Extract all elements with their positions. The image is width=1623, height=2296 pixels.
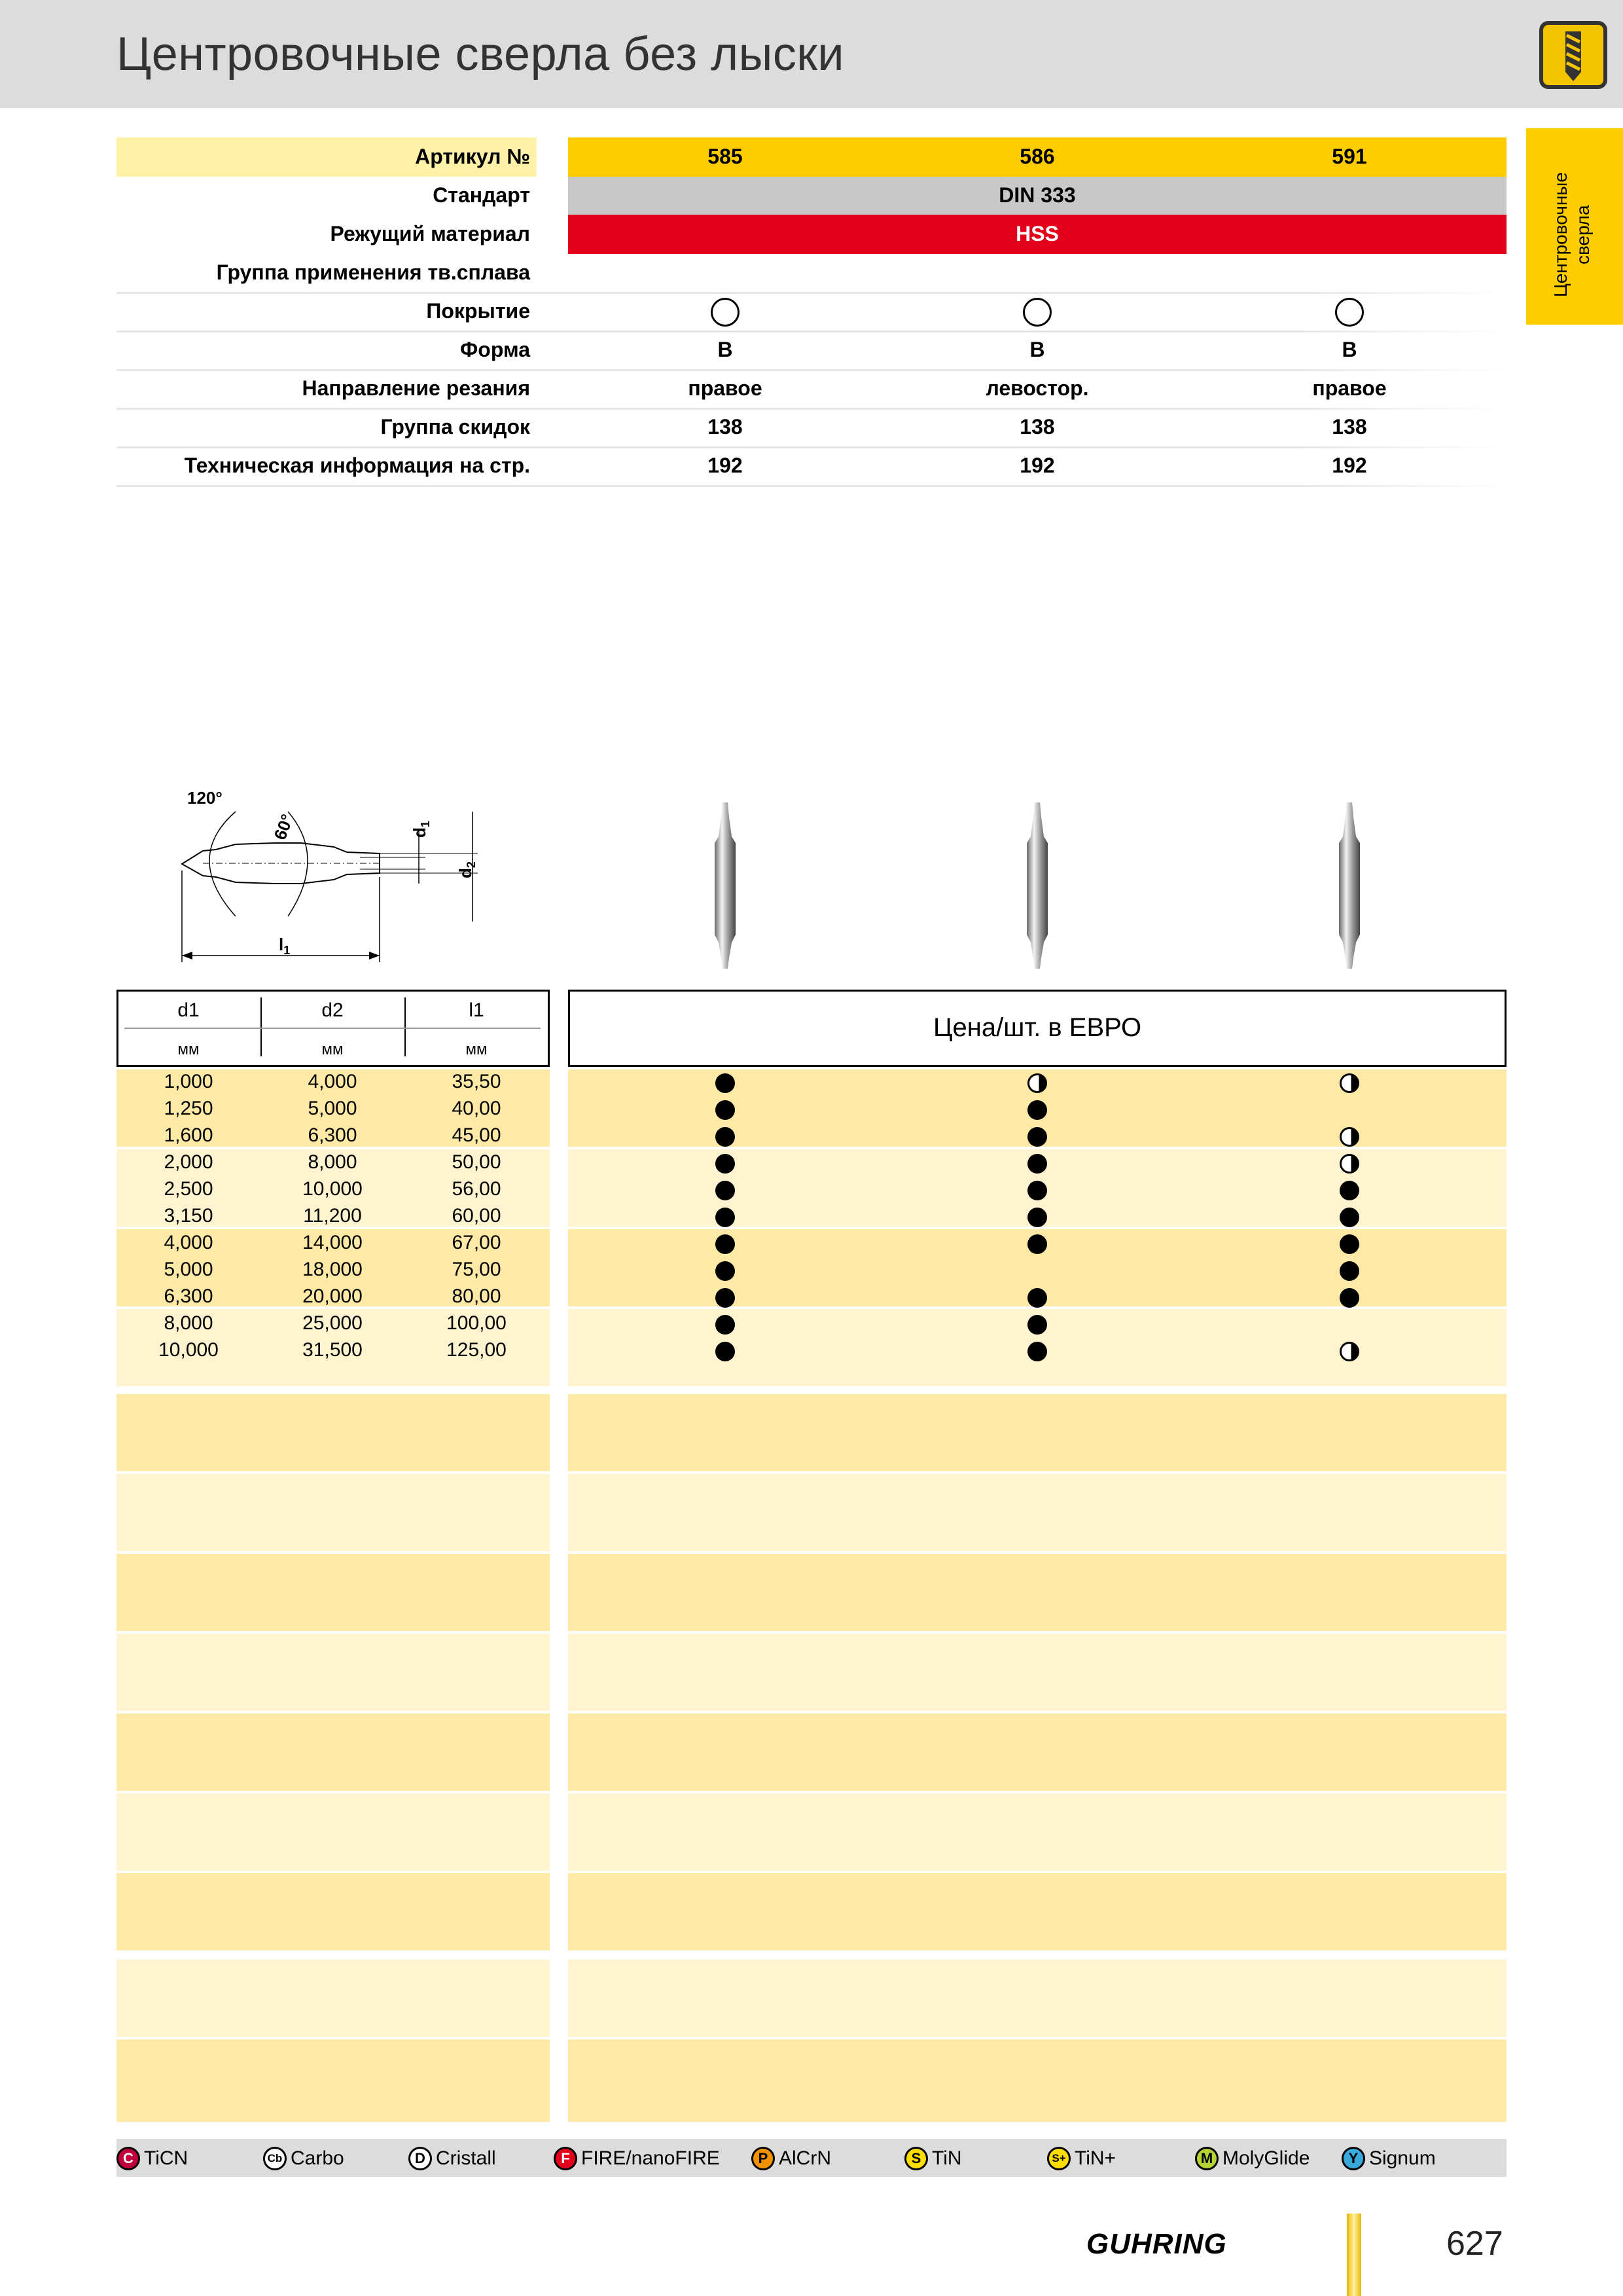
divider — [116, 485, 1507, 487]
legend-item — [1195, 2146, 1310, 2171]
cell-l1: 80,00 — [452, 1285, 501, 1307]
availability-stock-icon[interactable] — [1340, 1261, 1359, 1281]
cell-d2: 31,500 — [302, 1339, 363, 1361]
availability-partial-icon[interactable] — [1340, 1127, 1359, 1147]
discount-value: 138 — [1332, 415, 1367, 439]
spec-label-discount: Группа скидок — [380, 415, 530, 439]
table-band — [568, 1634, 1507, 1711]
header-hline — [124, 1028, 541, 1029]
cell-d1: 10,000 — [158, 1339, 219, 1361]
unit-l1: мм — [465, 1041, 488, 1058]
coating-cristall-icon: D — [408, 2147, 432, 2170]
l1-label: l — [279, 935, 284, 954]
l1-sub: 1 — [283, 944, 291, 957]
spec-label-coating: Покрытие — [426, 299, 530, 323]
coating-fire-nanofire-icon: F — [554, 2147, 577, 2170]
side-tab-label — [1539, 140, 1605, 304]
availability-partial-icon[interactable] — [1340, 1154, 1359, 1174]
col-header-l1: l1 — [469, 999, 484, 1021]
drill-photo-585 — [699, 797, 751, 974]
col-header-d2: d2 — [321, 999, 344, 1021]
article-585[interactable]: 585 — [707, 145, 743, 168]
coating-signum-icon: Y — [1342, 2147, 1365, 2170]
cell-d2: 4,000 — [308, 1071, 357, 1092]
coating-tin-icon: S — [904, 2147, 928, 2170]
spec-label-material: Режущий материал — [330, 222, 530, 245]
availability-stock-icon[interactable] — [1027, 1342, 1047, 1361]
brand-logo: GUHRING — [1086, 2228, 1227, 2260]
table-band — [116, 1634, 550, 1711]
cell-l1: 35,50 — [452, 1071, 501, 1092]
page-number: 627 — [1446, 2225, 1503, 2263]
availability-stock-icon[interactable] — [1027, 1315, 1047, 1335]
spec-label-carbide-group: Группа применения тв.сплава — [216, 260, 530, 284]
table-band — [116, 1474, 550, 1551]
d2-sub: 2 — [465, 861, 478, 869]
table-band — [116, 1713, 550, 1791]
legend-item — [263, 2146, 344, 2171]
availability-stock-icon[interactable] — [1027, 1288, 1047, 1308]
legend-label: TiN — [932, 2147, 962, 2169]
coating-none-icon — [711, 298, 740, 327]
availability-stock-icon[interactable] — [1340, 1288, 1359, 1308]
article-591[interactable]: 591 — [1332, 145, 1367, 168]
cell-d1: 4,000 — [164, 1232, 213, 1253]
svg-text:l1 — [279, 935, 290, 957]
material-value: HSS — [1016, 222, 1059, 245]
spec-label-form: Форма — [459, 338, 530, 361]
angle-120-label: 120° — [187, 788, 223, 808]
cell-d2: 6,300 — [308, 1124, 357, 1146]
cell-d2: 10,000 — [302, 1178, 363, 1200]
cell-d1: 2,000 — [164, 1151, 213, 1173]
legend-item — [408, 2146, 496, 2171]
direction-value: левостор. — [986, 376, 1089, 400]
legend-label: MolyGlide — [1222, 2147, 1310, 2169]
discount-value: 138 — [1020, 415, 1055, 439]
coating-none-icon — [1335, 298, 1364, 327]
cell-d1: 8,000 — [164, 1312, 213, 1334]
legend-label: Cristall — [436, 2147, 496, 2169]
angle-60-label: 60° — [270, 811, 298, 843]
side-tab-line2: сверла — [1573, 205, 1593, 264]
availability-stock-icon[interactable] — [715, 1234, 735, 1254]
availability-stock-icon[interactable] — [715, 1315, 735, 1335]
tech-info-link[interactable]: 192 — [1332, 454, 1367, 477]
cell-d1: 5,000 — [164, 1259, 213, 1280]
availability-stock-icon[interactable] — [715, 1127, 735, 1147]
coating-ticn-icon: C — [116, 2147, 140, 2170]
legend-item — [751, 2146, 831, 2171]
availability-stock-icon[interactable] — [715, 1154, 735, 1174]
cell-l1: 60,00 — [452, 1205, 501, 1227]
cell-l1: 100,00 — [446, 1312, 507, 1334]
cell-l1: 75,00 — [452, 1259, 501, 1280]
cell-l1: 45,00 — [452, 1124, 501, 1146]
legend-item — [116, 2146, 188, 2171]
divider — [116, 292, 1507, 294]
availability-stock-icon[interactable] — [715, 1208, 735, 1227]
legend-item — [1047, 2146, 1116, 2171]
table-band — [568, 2039, 1507, 2122]
availability-stock-icon[interactable] — [715, 1073, 735, 1093]
cell-d1: 6,300 — [164, 1285, 213, 1307]
cell-d1: 2,500 — [164, 1178, 213, 1200]
availability-partial-icon[interactable] — [1340, 1342, 1359, 1361]
table-band — [116, 1960, 550, 2037]
availability-stock-icon[interactable] — [1340, 1181, 1359, 1200]
legend-item — [904, 2146, 962, 2171]
col-header-d1: d1 — [177, 999, 200, 1021]
d2-label: d — [455, 868, 475, 878]
table-band — [568, 1394, 1507, 1471]
table-band — [568, 1873, 1507, 1950]
side-tab-line1: Центровочные — [1550, 172, 1571, 297]
availability-stock-icon[interactable] — [1027, 1154, 1047, 1174]
cell-l1: 125,00 — [446, 1339, 507, 1361]
cell-l1: 50,00 — [452, 1151, 501, 1173]
page-title: Центровочные сверла без лыски — [116, 28, 845, 81]
svg-text:d1 — [410, 821, 432, 838]
cell-d2: 14,000 — [302, 1232, 363, 1253]
article-586[interactable]: 586 — [1020, 145, 1055, 168]
legend-label: FIRE/nanoFIRE — [581, 2147, 720, 2169]
drill-dimension-diagram — [164, 779, 504, 975]
spec-label-direction: Направление резания — [302, 376, 530, 400]
cell-d1: 1,600 — [164, 1124, 213, 1146]
cell-d2: 20,000 — [302, 1285, 363, 1307]
form-value: B — [1029, 338, 1045, 361]
legend-label: TiCN — [144, 2147, 188, 2169]
drill-photo-586 — [1011, 797, 1063, 974]
cell-l1: 56,00 — [452, 1178, 501, 1200]
legend-label: Carbo — [291, 2147, 344, 2169]
unit-d1: мм — [177, 1041, 200, 1058]
availability-stock-icon[interactable] — [1027, 1127, 1047, 1147]
direction-value: правое — [688, 376, 762, 400]
table-band — [568, 1474, 1507, 1551]
availability-stock-icon[interactable] — [1027, 1208, 1047, 1227]
form-value: B — [717, 338, 733, 361]
svg-text:d2 — [455, 861, 478, 878]
availability-stock-icon[interactable] — [1027, 1181, 1047, 1200]
table-band — [568, 1554, 1507, 1631]
availability-stock-icon[interactable] — [1027, 1100, 1047, 1120]
unit-d2: мм — [321, 1041, 344, 1058]
legend-label: Signum — [1369, 2147, 1436, 2169]
cell-d1: 1,250 — [164, 1098, 213, 1119]
availability-stock-icon[interactable] — [1340, 1234, 1359, 1254]
availability-stock-icon[interactable] — [1340, 1208, 1359, 1227]
cell-d2: 18,000 — [302, 1259, 363, 1280]
cell-d1: 1,000 — [164, 1071, 213, 1092]
table-band — [116, 1394, 550, 1471]
legend-label: TiN+ — [1075, 2147, 1116, 2169]
cell-d2: 11,200 — [303, 1205, 362, 1227]
table-band — [568, 1793, 1507, 1871]
availability-stock-icon[interactable] — [1027, 1234, 1047, 1254]
discount-value: 138 — [707, 415, 743, 439]
availability-stock-icon[interactable] — [715, 1261, 735, 1281]
header-divider — [260, 997, 262, 1056]
cell-d2: 5,000 — [308, 1098, 357, 1119]
coating-none-icon — [1023, 298, 1052, 327]
legend-label: AlCrN — [779, 2147, 831, 2169]
header-divider — [404, 997, 406, 1056]
form-value: B — [1342, 338, 1357, 361]
d1-sub: 1 — [419, 821, 432, 828]
cell-d2: 25,000 — [302, 1312, 363, 1334]
d1-label: d — [410, 827, 429, 838]
availability-stock-icon[interactable] — [715, 1342, 735, 1361]
cell-d1: 3,150 — [164, 1205, 213, 1227]
cell-l1: 40,00 — [452, 1098, 501, 1119]
direction-value: правое — [1312, 376, 1387, 400]
table-band — [116, 1793, 550, 1871]
divider — [116, 408, 1507, 410]
coating-molyglide-icon: M — [1195, 2147, 1219, 2170]
divider — [116, 331, 1507, 332]
divider — [116, 446, 1507, 448]
tech-info-link[interactable]: 192 — [707, 454, 743, 477]
table-band — [116, 1554, 550, 1631]
availability-partial-icon[interactable] — [1027, 1073, 1047, 1093]
table-band — [568, 1960, 1507, 2037]
coating-alcrn-icon: P — [751, 2147, 775, 2170]
table-band — [116, 1873, 550, 1950]
availability-partial-icon[interactable] — [1340, 1073, 1359, 1093]
table-band — [568, 1713, 1507, 1791]
legend-item — [554, 2146, 720, 2171]
standard-value: DIN 333 — [999, 183, 1076, 207]
coating-tin--icon: S+ — [1047, 2147, 1071, 2170]
drill-logo-icon — [1539, 21, 1607, 89]
price-header-label: Цена/шт. в ЕВРО — [933, 1013, 1142, 1042]
spec-label-standard: Стандарт — [433, 183, 530, 207]
cell-l1: 67,00 — [452, 1232, 501, 1253]
cell-d2: 8,000 — [308, 1151, 357, 1173]
legend-item — [1342, 2146, 1436, 2171]
availability-stock-icon[interactable] — [715, 1288, 735, 1308]
footer-accent-bar — [1347, 2214, 1361, 2296]
availability-stock-icon[interactable] — [715, 1181, 735, 1200]
table-band — [116, 2039, 550, 2122]
tech-info-link[interactable]: 192 — [1020, 454, 1055, 477]
availability-stock-icon[interactable] — [715, 1100, 735, 1120]
coating-carbo-icon: Cb — [263, 2147, 287, 2170]
drill-photo-591 — [1323, 797, 1376, 974]
divider — [116, 369, 1507, 371]
spec-label-article: Артикул № — [415, 145, 530, 168]
spec-label-tech-info: Техническая информация на стр. — [184, 454, 530, 477]
